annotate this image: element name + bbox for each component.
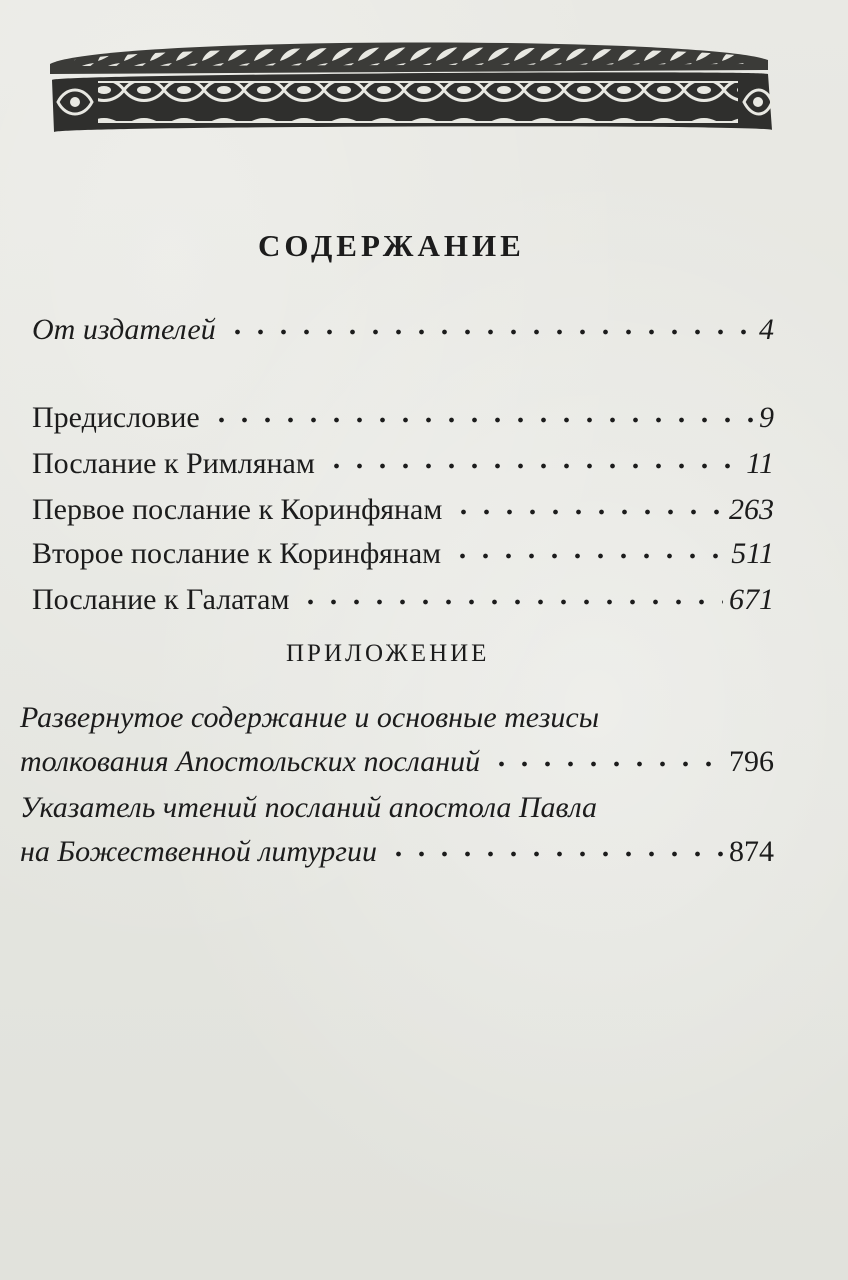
- toc-entry-label: Послание к Римлянам: [32, 447, 315, 480]
- toc-entry-2-corinthians[interactable]: [32, 532, 774, 572]
- toc-entry-galatians[interactable]: [32, 578, 774, 618]
- toc-entry-preface[interactable]: [32, 396, 774, 436]
- toc-entry-1-corinthians[interactable]: [32, 488, 774, 528]
- appendix-title: ПРИЛОЖЕНИЕ: [286, 640, 490, 667]
- appendix-entry-1[interactable]: [20, 740, 774, 780]
- toc-entry-label: Предисловие: [32, 401, 200, 434]
- dot-leader: [451, 549, 725, 563]
- dot-leader: [325, 459, 740, 473]
- toc-entry-label: толкования Апостольских посланий: [20, 745, 481, 778]
- toc-entry-label: Первое послание к Коринфянам: [32, 493, 443, 526]
- page-title: СОДЕРЖАНИЕ: [258, 228, 525, 263]
- appendix-entry-2[interactable]: [20, 830, 774, 870]
- dot-leader: [387, 847, 723, 861]
- ornamental-header-band: [44, 30, 774, 136]
- toc-entry-label: От издателей: [32, 313, 216, 346]
- toc-page-number: 4: [759, 313, 774, 346]
- dot-leader: [452, 505, 723, 519]
- toc-page-number: 796: [729, 745, 774, 778]
- toc-page-number: 9: [759, 401, 774, 434]
- dot-leader: [210, 413, 753, 427]
- appendix-entry-2-line1[interactable]: Указатель чтений посланий апостола Павла: [20, 791, 598, 824]
- toc-page-number: 511: [731, 537, 774, 570]
- toc-entry-publishers[interactable]: [32, 308, 774, 348]
- dot-leader: [490, 757, 723, 771]
- appendix-entry-1-line1[interactable]: Развернутое содержание и основные тезисы: [20, 701, 600, 734]
- dot-leader: [299, 595, 723, 609]
- toc-entry-label: Послание к Галатам: [32, 583, 290, 616]
- toc-page-number: 263: [729, 493, 774, 526]
- toc-entry-label: на Божественной литургии: [20, 835, 377, 868]
- toc-page-number: 11: [746, 447, 774, 480]
- toc-page-number: 671: [729, 583, 774, 616]
- toc-entry-label: Второе послание к Коринфянам: [32, 537, 442, 570]
- dot-leader: [226, 325, 753, 339]
- toc-page-number: 874: [729, 835, 774, 868]
- toc-entry-romans[interactable]: [32, 442, 774, 482]
